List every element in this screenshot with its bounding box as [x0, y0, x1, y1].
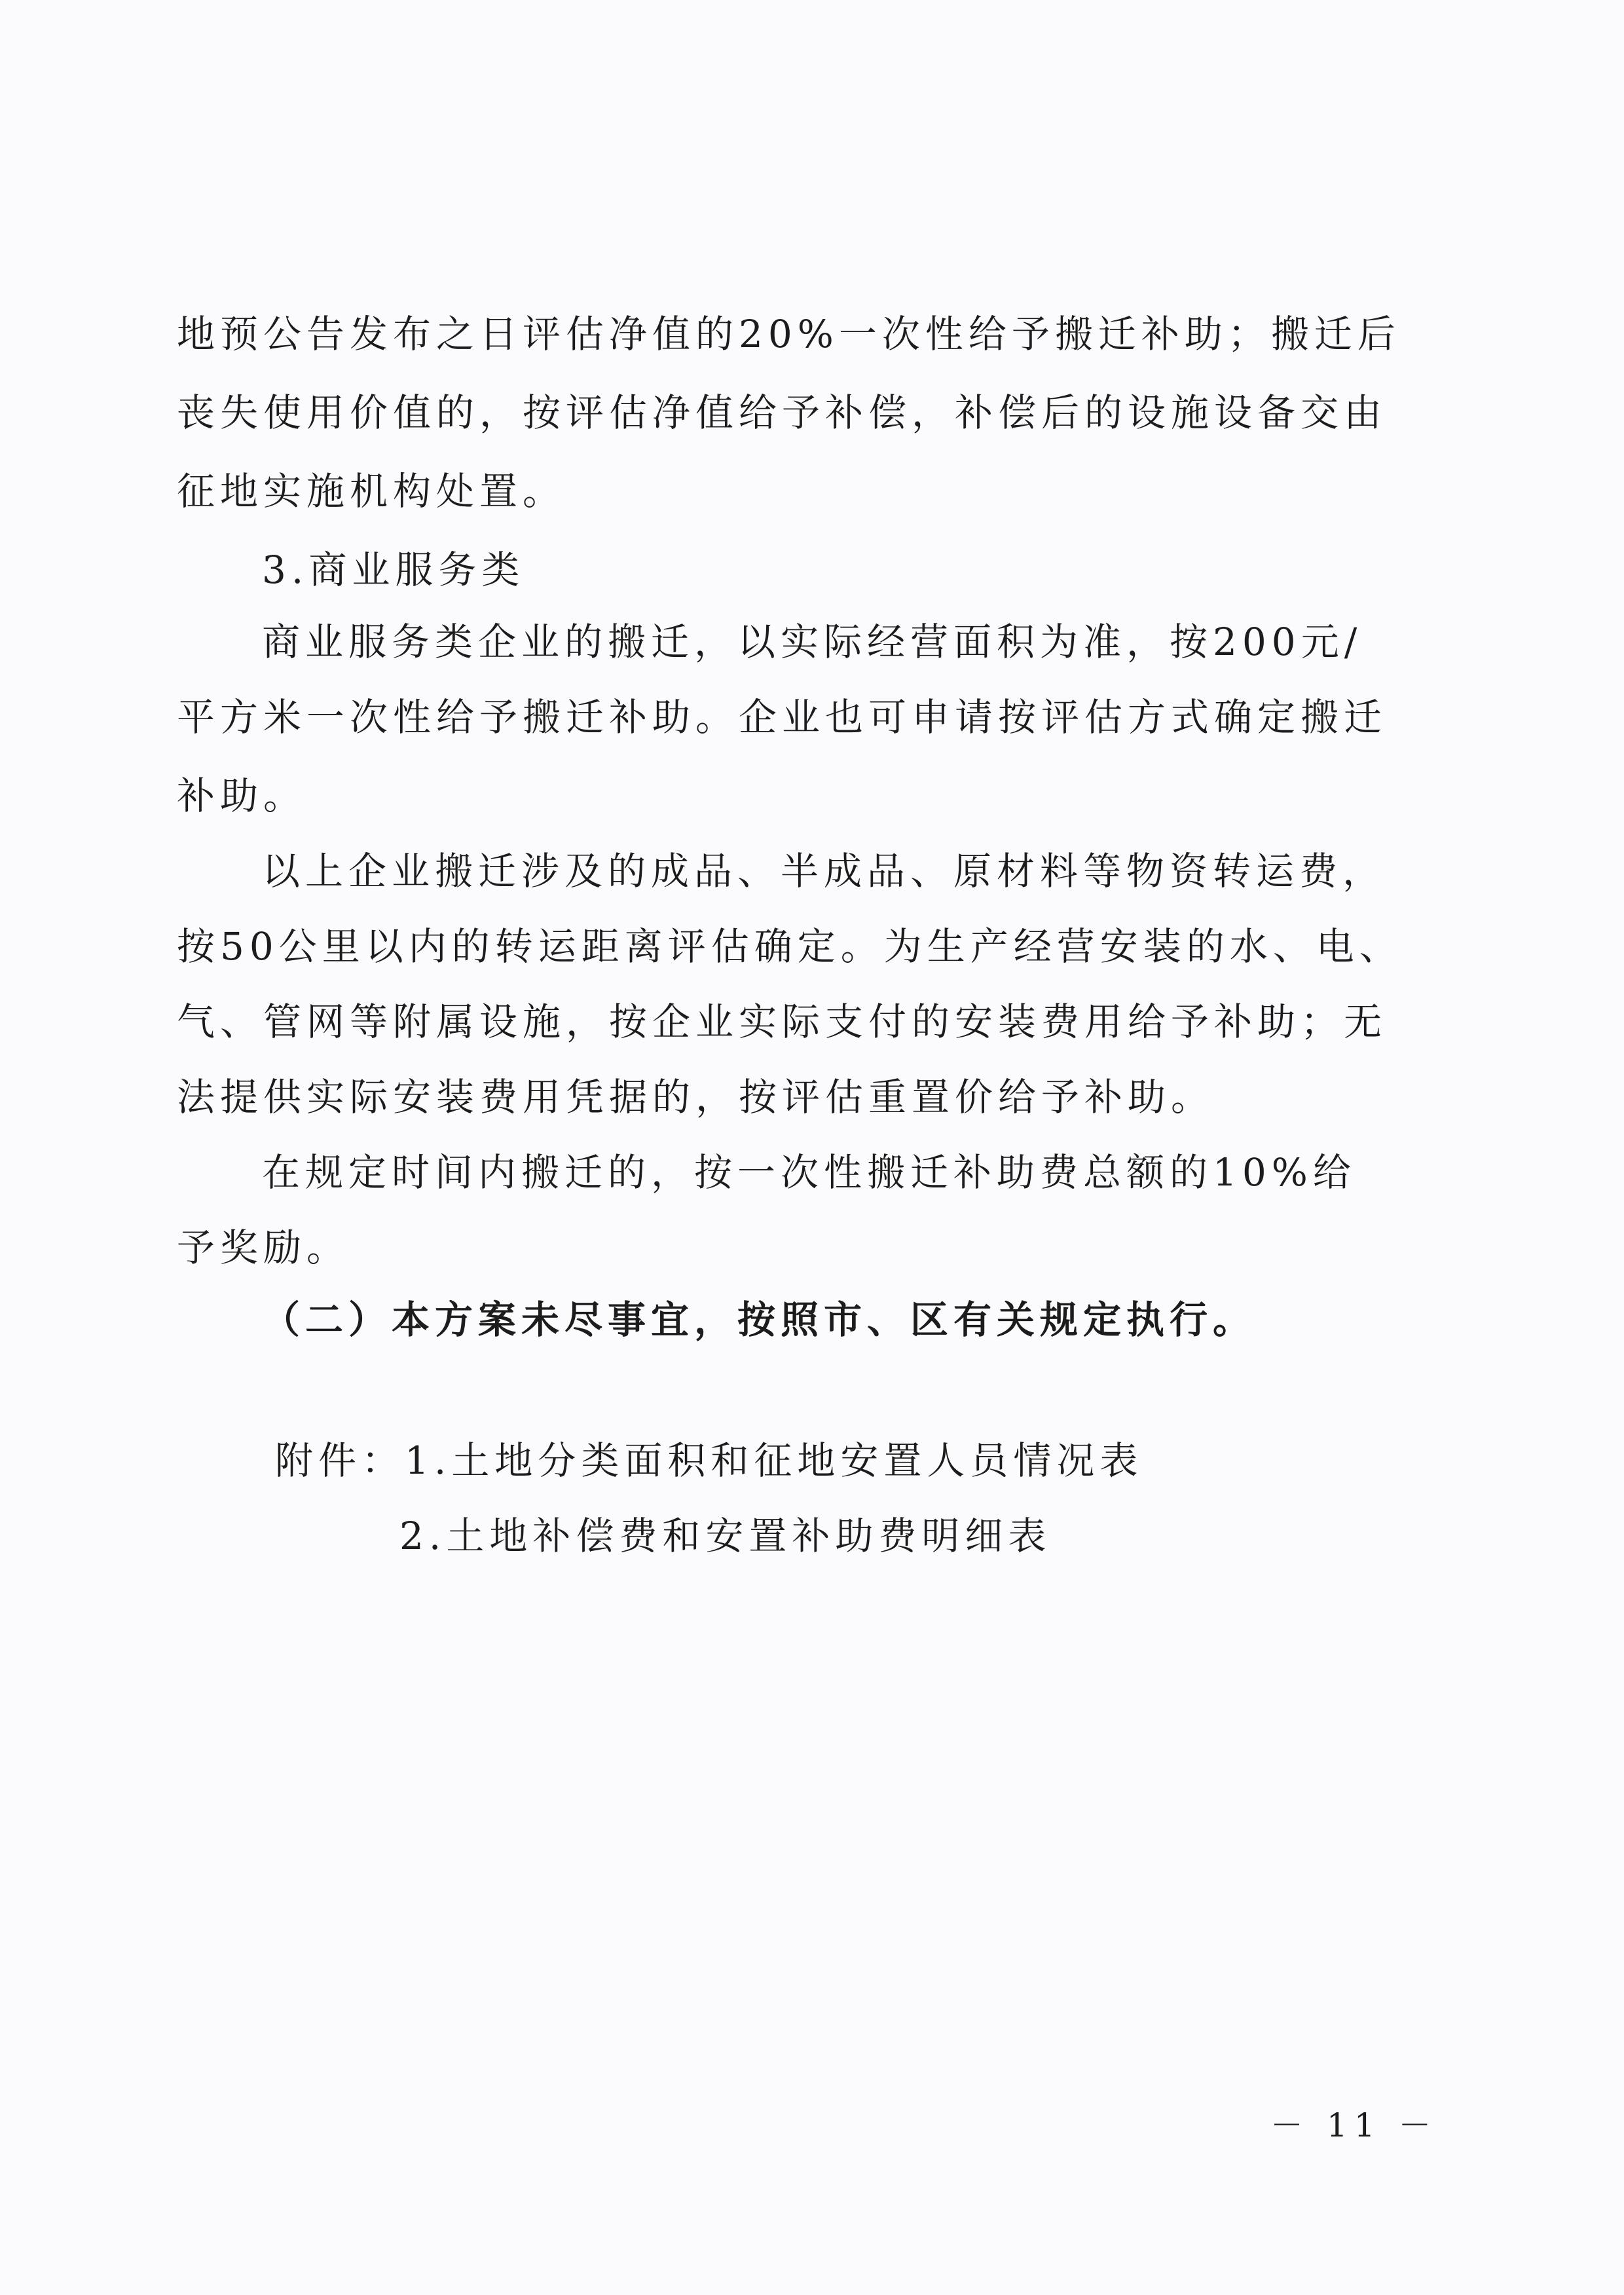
page-number: － 11 －	[1270, 2106, 1438, 2144]
paragraph-2-line-2: 平方米一次性给予搬迁补助。企业也可申请按评估方式确定搬迁	[177, 695, 1388, 739]
paragraph-1-line-3: 征地实施机构处置。	[177, 469, 566, 513]
attachments-line-2: 2.土地补偿费和安置补助费明细表	[399, 1514, 1052, 1558]
paragraph-1-line-1: 地预公告发布之日评估净值的20%一次性给予搬迁补助；搬迁后	[177, 312, 1401, 356]
paragraph-3-line-3: 气、管网等附属设施，按企业实际支付的安装费用给予补助；无	[177, 999, 1388, 1044]
section-2-heading: （二）本方案未尽事宜，按照市、区有关规定执行。	[262, 1297, 1257, 1342]
paragraph-4-line-2: 予奖励。	[177, 1225, 350, 1270]
paragraph-3-line-1: 以上企业搬迁涉及的成品、半成品、原材料等物资转运费，	[262, 849, 1386, 893]
paragraph-2-line-3: 补助。	[177, 774, 307, 818]
section-3-heading: 3.商业服务类	[262, 548, 525, 592]
paragraph-3-line-2: 按50公里以内的转运距离评估确定。为生产经营安装的水、电、	[177, 924, 1403, 969]
paragraph-3-line-4: 法提供实际安装费用凭据的，按评估重置价给予补助。	[177, 1075, 1215, 1119]
attachments-line-1: 附件：1.土地分类面积和征地安置人员情况表	[275, 1438, 1143, 1483]
paragraph-4-line-1: 在规定时间内搬迁的，按一次性搬迁补助费总额的10%给	[262, 1150, 1356, 1195]
paragraph-1-line-2: 丧失使用价值的，按评估净值给予补偿，补偿后的设施设备交由	[177, 390, 1388, 435]
paragraph-2-line-1: 商业服务类企业的搬迁，以实际经营面积为准，按200元/	[262, 620, 1363, 664]
